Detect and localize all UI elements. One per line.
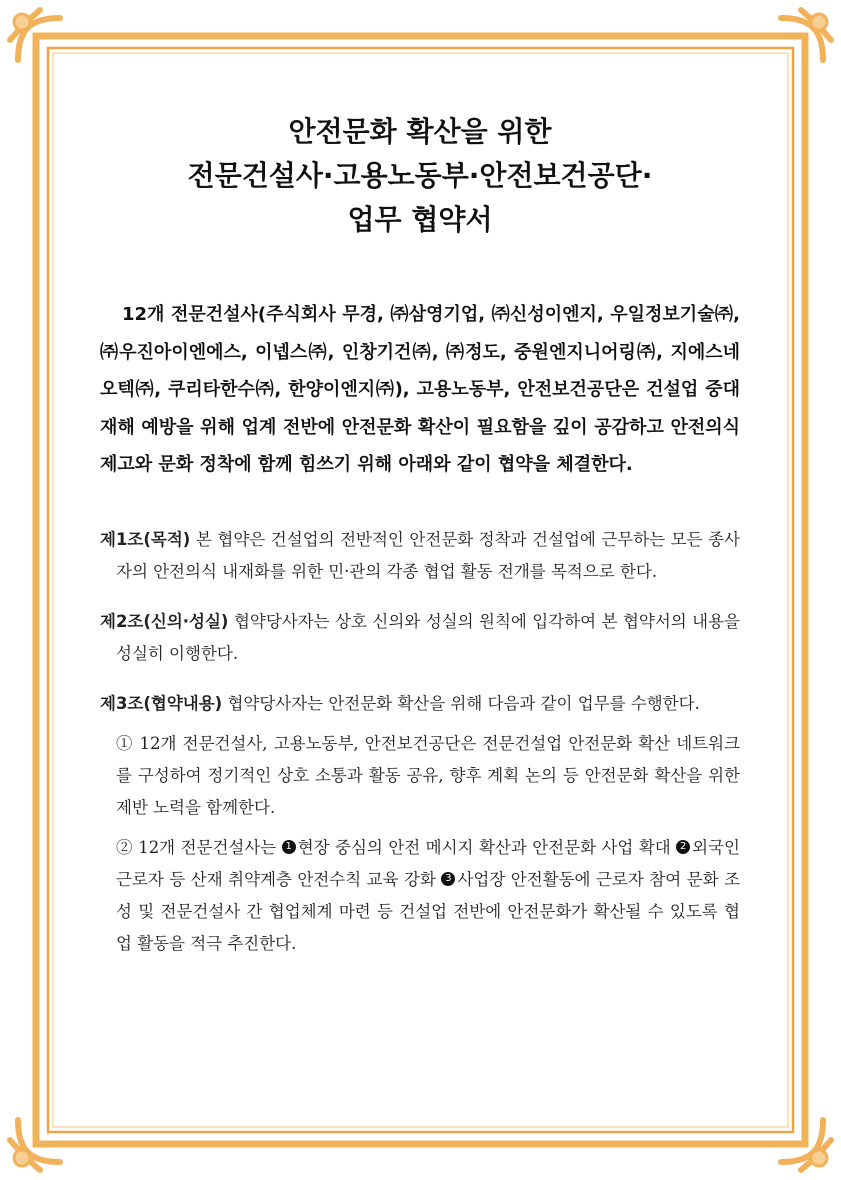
title-line-3: 업무 협약서 — [347, 203, 493, 236]
article-3-heading: 제3조(협약내용) — [100, 693, 223, 713]
clause-2-item-2: 외국인 근로자 등 산재 취약계층 안전수칙 교육 강화 — [116, 837, 740, 889]
document-title — [100, 110, 740, 242]
title-line-2: 전문건설사·고용노동부·안전보건공단· — [187, 159, 653, 192]
document-body — [100, 110, 740, 960]
article-1 — [100, 524, 740, 588]
article-3-clause-1: ① 12개 전문건설사, 고용노동부, 안전보건공단은 전문건설업 안전문화 확산 네트워크를 구성하여 정기적인 상호 소통과 활동 공유, 향후 계획 논의 등 안전문화 확산을 위한 제반 노력을 함께한다. — [116, 733, 740, 817]
clause-2-item-3: 사업장 안전활동에 근로자 참여 문화 조성 및 전문건설사 간 협업체계 마련 등 건설업 전반에 안전문화가 확산될 수 있도록 협업 활동을 적극 추진한다. — [116, 869, 741, 953]
article-2-text: 협약당사자는 상호 신의와 성실의 원칙에 입각하여 본 협약서의 내용을 성실히 이행한다. — [116, 611, 740, 663]
title-line-1: 안전문화 확산을 위한 — [288, 115, 552, 148]
number-1-icon: 1 — [282, 840, 296, 854]
number-3-icon: 3 — [441, 872, 455, 886]
article-3 — [100, 688, 740, 960]
clause-2-item-1: 현장 중심의 안전 메시지 확산과 안전문화 사업 확대 — [297, 837, 677, 857]
article-2 — [100, 606, 740, 670]
number-2-icon: 2 — [676, 840, 690, 854]
article-3-clause-2 — [100, 832, 740, 960]
article-3-text: 협약당사자는 안전문화 확산을 위해 다음과 같이 업무를 수행한다. — [222, 693, 700, 713]
clause-2-lead: ② 12개 전문건설사는 — [116, 837, 282, 857]
preamble-paragraph: 12개 전문건설사(주식회사 무경, ㈜삼영기업, ㈜신성이엔지, 우일정보기술㈜, ㈜우진아이엔에스, 이넵스㈜, 인창기건㈜, ㈜정도, 중원엔지니어링㈜, 지에스네오텍㈜, 쿠리타한수㈜, 한양이엔지㈜), 고용노동부, 안전보건공단은 건설업 중대재해 예방을 위해 업계 전반에 안전문화 확산이 필요함을 깊이 공감하고 안전의식 제고와 문화 정착에 함께 힘쓰기 위해 아래와 같이 협약을 체결한다. — [100, 304, 740, 475]
article-1-text: 본 협약은 건설업의 전반적인 안전문화 정착과 건설업에 근무하는 모든 종사자의 안전의식 내재화를 위한 민·관의 각종 협업 활동 전개를 목적으로 한다. — [116, 529, 740, 581]
article-1-heading: 제1조(목적) — [100, 529, 191, 549]
article-2-heading: 제2조(신의·성실) — [100, 611, 229, 631]
